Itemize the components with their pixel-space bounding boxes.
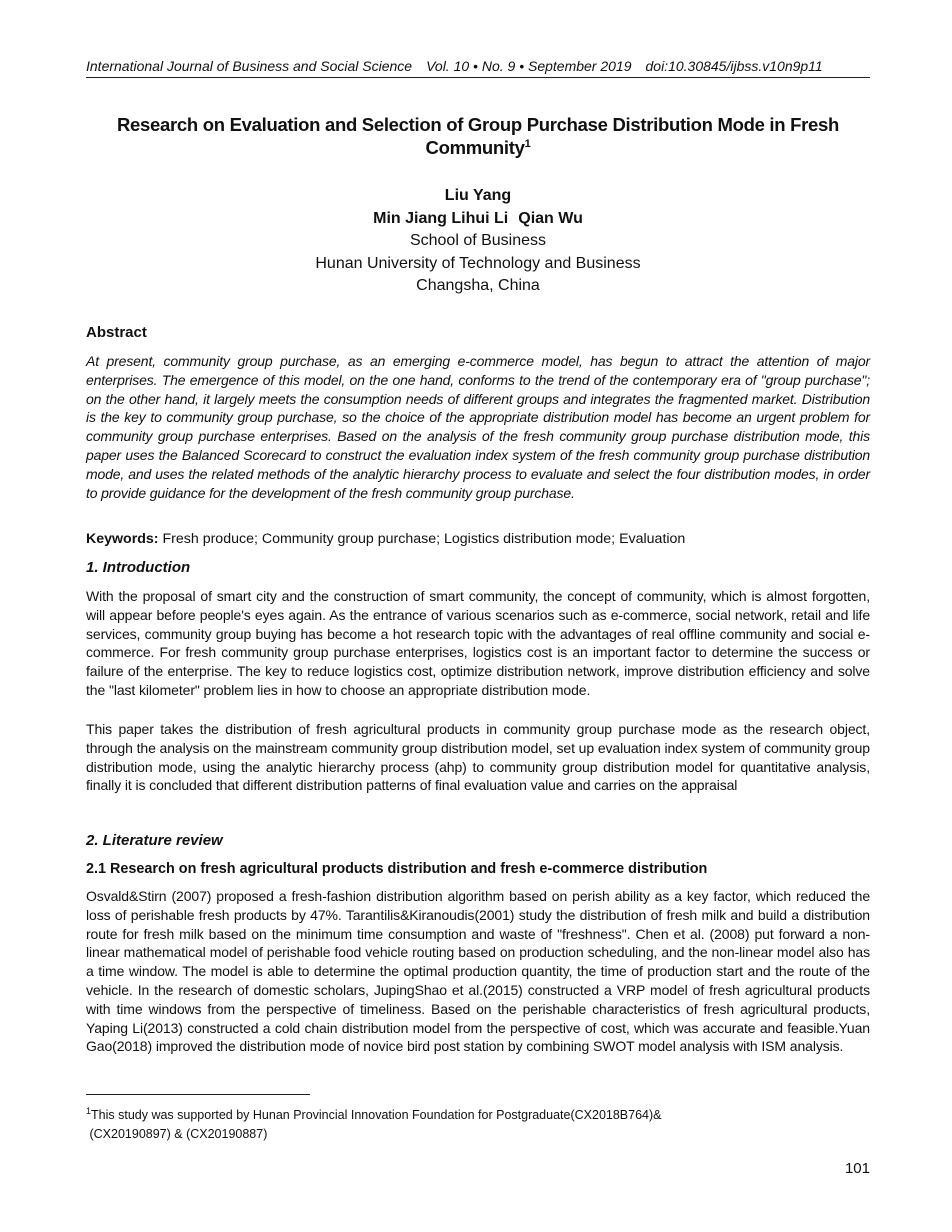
- intro-paragraph-1: With the proposal of smart city and the construction of smart community, the concept of community, which is almost forgotten, will appear before people's eyes again. As the entrance of various scenarios such as e-commerce, social network, retail and life services, community group buying has become a hot research topic with the advantages of real offline community and social e-commerce. For fresh community group purchase enterprises, logistics cost is an important factor to determine the success or failure of the enterprise. The key to reduce logistics cost, optimize distribution network, improve distribution efficiency and solve the "last kilometer" problem lies in how to choose an appropriate distribution mode.: [86, 588, 870, 698]
- intro-paragraph-2: This paper takes the distribution of fresh agricultural products in community group purchase mode as the research object, through the analysis on the mainstream community group distribution model, set up evaluation index system of community group distribution mode, using the analytic hierarchy process (ahp) to community group distribution model for quantitative analysis, finally it is concluded that different distribution patterns of final evaluation value and carries on the appraisal: [86, 721, 870, 794]
- footnote-mark: 1: [86, 1106, 92, 1116]
- author-coauthors: [86, 208, 870, 231]
- abstract-heading: Abstract: [86, 324, 147, 341]
- paper-title: [86, 113, 870, 159]
- author-primary: Liu Yang: [444, 187, 512, 204]
- affiliation-school: School of Business: [409, 232, 547, 249]
- footnote-divider: [86, 1094, 310, 1095]
- author-name: Qian Wu: [518, 209, 583, 227]
- keywords-text: Fresh produce; Community group purchase; Logistics distribution mode; Evaluation: [162, 531, 686, 547]
- abstract-text: At present, community group purchase, as an emerging e-commerce model, has begun to attract the attention of major enterprises. The emergence of this model, on the one hand, conforms to the trend of the contemporary era of "group purchase"; on the other hand, it largely meets the consumption needs of different groups and integrates the fragmented market. Distribution is the key to community group purchase, so the choice of the appropriate distribution model has become an urgent problem for community group purchase enterprises. Based on the analysis of the fresh community group purchase distribution mode, this paper uses the Balanced Scorecard to construct the evaluation index system of the fresh community group purchase distribution mode, and uses the related methods of the analytic hierarchy process to evaluate and select the four distribution modes, in order to provide guidance for the development of the fresh community group purchase.: [86, 353, 870, 501]
- subsection-heading-2-1: 2.1 Research on fresh agricultural products distribution and fresh e-commerce distribution: [86, 861, 708, 877]
- running-head: [86, 58, 870, 78]
- author-name: Lihui Li: [451, 209, 509, 227]
- author-name: Min Jiang: [373, 209, 447, 227]
- footnote-line-1: This study was supported by Hunan Provincial Innovation Foundation for Postgraduate(CX2018B764)&: [91, 1108, 662, 1123]
- title-footnote-mark: 1: [524, 137, 531, 150]
- footnote: [86, 1102, 870, 1144]
- literature-paragraph-1: Osvald&Stirn (2007) proposed a fresh-fashion distribution algorithm based on perish ability as a key factor, which reduced the loss of perishable fresh products by 47%. Tarantilis&Kiranoudis(2001) study the distribution of fresh milk and build a distribution route for fresh milk based on the minimum time consumption and waste of "freshness". Chen et al. (2008) put forward a non-linear mathematical model of perishable food vehicle routing based on production scheduling, and the non-linear model also has a time window. The model is able to determine the optimal production quantity, the time of production start and the route of the vehicle. In the research of domestic scholars, JupingShao et al.(2015) constructed a VRP model of fresh agricultural products with time windows from the perspective of timeliness. Based on the perishable characteristics of fresh agricultural products, Yaping Li(2013) constructed a cold chain distribution model from the perspective of cost, which was accurate and feasible.Yuan Gao(2018) improved the distribution mode of novice bird post station by combining SWOT model analysis with ISM analysis.: [86, 888, 870, 1055]
- issue-info: Vol. 10 • No. 9 • September 2019: [426, 58, 632, 74]
- author-block: [86, 185, 870, 298]
- affiliation-city: Changsha, China: [416, 277, 540, 294]
- affiliation-university: Hunan University of Technology and Business: [315, 254, 641, 272]
- keywords: [86, 531, 870, 547]
- keywords-label: Keywords:: [86, 531, 159, 547]
- journal-name: International Journal of Business and Social Science: [86, 58, 413, 74]
- footnote-line-2: (CX20190897) & (CX20190887): [89, 1127, 268, 1142]
- section-heading-literature: 2. Literature review: [86, 832, 223, 849]
- page-number: 101: [844, 1160, 870, 1177]
- doi: doi:10.30845/ijbss.v10n9p11: [645, 58, 823, 74]
- section-heading-introduction: 1. Introduction: [86, 559, 191, 576]
- paper-title-text: Research on Evaluation and Selection of Group Purchase Distribution Mode in Fresh Community: [117, 114, 839, 158]
